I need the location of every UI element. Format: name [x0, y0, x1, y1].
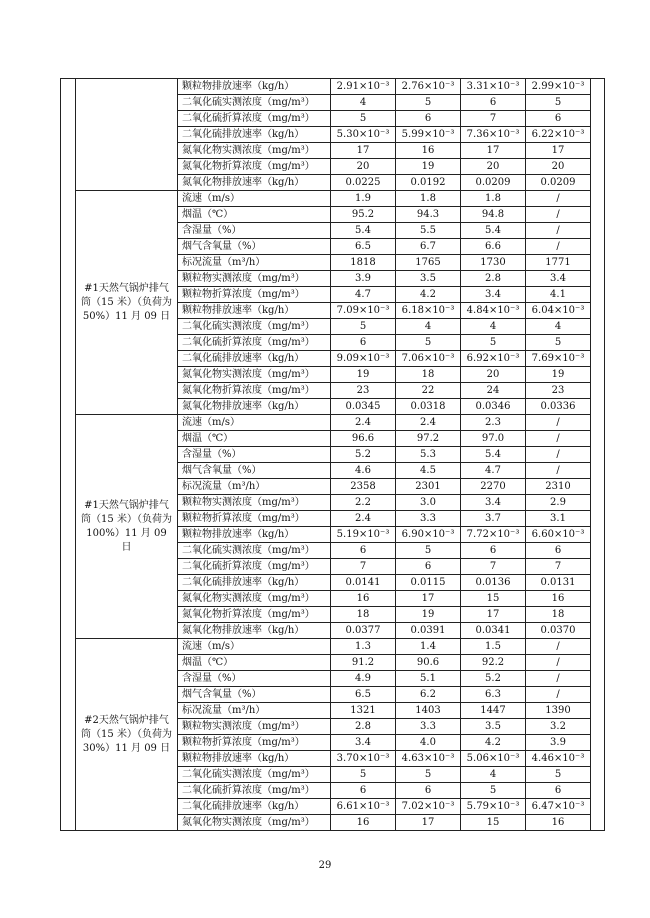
- value-cell: 0.0377: [331, 623, 396, 639]
- value-cell: 20: [461, 159, 526, 175]
- value-cell: 3.1: [526, 511, 591, 527]
- group-label-cell: #1天然气锅炉排气筒（15 米）（负荷为 100%）11 月 09 日: [76, 415, 178, 639]
- value-cell: 0.0115: [396, 575, 461, 591]
- item-cell: 颗粒物实测浓度（mg/m³）: [178, 271, 331, 287]
- value-cell: 4.2: [396, 287, 461, 303]
- value-cell: 92.2: [461, 655, 526, 671]
- value-cell: 17: [461, 607, 526, 623]
- value-cell: 4.2: [461, 735, 526, 751]
- value-cell: 6.92×10⁻³: [461, 351, 526, 367]
- value-cell: /: [526, 191, 591, 207]
- value-cell: 0.0136: [461, 575, 526, 591]
- item-cell: 含湿量（%）: [178, 223, 331, 239]
- item-cell: 流速（m/s）: [178, 415, 331, 431]
- value-cell: 17: [461, 143, 526, 159]
- value-cell: 6.7: [396, 239, 461, 255]
- table-row: [61, 191, 605, 207]
- value-cell: 1321: [331, 703, 396, 719]
- item-cell: 含湿量（%）: [178, 447, 331, 463]
- item-cell: 氮氧化物排放速率（kg/h）: [178, 399, 331, 415]
- value-cell: 3.9: [331, 271, 396, 287]
- value-cell: 97.0: [461, 431, 526, 447]
- value-cell: 3.4: [526, 271, 591, 287]
- value-cell: 5: [331, 319, 396, 335]
- value-cell: /: [526, 431, 591, 447]
- value-cell: 1.4: [396, 639, 461, 655]
- value-cell: /: [526, 239, 591, 255]
- value-cell: 6: [331, 783, 396, 799]
- item-cell: 烟温（℃）: [178, 207, 331, 223]
- value-cell: 5: [526, 335, 591, 351]
- value-cell: 0.0209: [461, 175, 526, 191]
- value-cell: 2.9: [526, 495, 591, 511]
- item-cell: 二氧化硫排放速率（kg/h）: [178, 127, 331, 143]
- value-cell: 4.63×10⁻³: [396, 751, 461, 767]
- value-cell: 1447: [461, 703, 526, 719]
- value-cell: 1390: [526, 703, 591, 719]
- item-cell: 氮氧化物实测浓度（mg/m³）: [178, 367, 331, 383]
- value-cell: 6.90×10⁻³: [396, 527, 461, 543]
- item-cell: 氮氧化物折算浓度（mg/m³）: [178, 159, 331, 175]
- item-cell: 二氧化硫实测浓度（mg/m³）: [178, 543, 331, 559]
- item-cell: 烟温（℃）: [178, 431, 331, 447]
- value-cell: 4.5: [396, 463, 461, 479]
- item-cell: 烟气含氧量（%）: [178, 239, 331, 255]
- value-cell: 5.1: [396, 671, 461, 687]
- item-cell: 颗粒物排放速率（kg/h）: [178, 527, 331, 543]
- value-cell: 5.2: [461, 671, 526, 687]
- table-body: [61, 79, 605, 831]
- value-cell: 2310: [526, 479, 591, 495]
- value-cell: 1.8: [461, 191, 526, 207]
- item-cell: 二氧化硫排放速率（kg/h）: [178, 575, 331, 591]
- item-cell: 颗粒物折算浓度（mg/m³）: [178, 287, 331, 303]
- value-cell: 97.2: [396, 431, 461, 447]
- value-cell: 5: [331, 767, 396, 783]
- value-cell: 90.6: [396, 655, 461, 671]
- value-cell: 2.99×10⁻³: [526, 79, 591, 95]
- value-cell: 2.91×10⁻³: [331, 79, 396, 95]
- value-cell: 2301: [396, 479, 461, 495]
- item-cell: 颗粒物排放速率（kg/h）: [178, 303, 331, 319]
- value-cell: 2.4: [331, 511, 396, 527]
- value-cell: /: [526, 447, 591, 463]
- value-cell: 5.3: [396, 447, 461, 463]
- value-cell: 19: [331, 367, 396, 383]
- item-cell: 氮氧化物折算浓度（mg/m³）: [178, 383, 331, 399]
- item-cell: 二氧化硫折算浓度（mg/m³）: [178, 335, 331, 351]
- value-cell: 3.5: [396, 271, 461, 287]
- value-cell: 5: [396, 335, 461, 351]
- value-cell: 16: [526, 591, 591, 607]
- value-cell: 6: [331, 335, 396, 351]
- value-cell: 6.5: [331, 687, 396, 703]
- item-cell: 颗粒物排放速率（kg/h）: [178, 751, 331, 767]
- item-cell: 含湿量（%）: [178, 671, 331, 687]
- value-cell: 0.0209: [526, 175, 591, 191]
- value-cell: 4.84×10⁻³: [461, 303, 526, 319]
- item-cell: 烟温（℃）: [178, 655, 331, 671]
- value-cell: 0.0318: [396, 399, 461, 415]
- value-cell: /: [526, 639, 591, 655]
- value-cell: 94.8: [461, 207, 526, 223]
- item-cell: 颗粒物折算浓度（mg/m³）: [178, 511, 331, 527]
- item-cell: 烟气含氧量（%）: [178, 687, 331, 703]
- value-cell: 1730: [461, 255, 526, 271]
- value-cell: 5.30×10⁻³: [331, 127, 396, 143]
- value-cell: 4.9: [331, 671, 396, 687]
- value-cell: 16: [331, 815, 396, 831]
- value-cell: 3.3: [396, 511, 461, 527]
- item-cell: 氮氧化物排放速率（kg/h）: [178, 175, 331, 191]
- value-cell: 0.0192: [396, 175, 461, 191]
- item-cell: 二氧化硫实测浓度（mg/m³）: [178, 95, 331, 111]
- value-cell: 91.2: [331, 655, 396, 671]
- value-cell: 5.06×10⁻³: [461, 751, 526, 767]
- value-cell: 19: [396, 607, 461, 623]
- value-cell: 19: [526, 367, 591, 383]
- emission-monitoring-table: [60, 78, 605, 831]
- left-margin-column: [61, 79, 76, 831]
- value-cell: 23: [331, 383, 396, 399]
- group-label-cell: [76, 79, 178, 191]
- value-cell: 5.4: [461, 223, 526, 239]
- value-cell: 9.09×10⁻³: [331, 351, 396, 367]
- value-cell: 3.4: [461, 287, 526, 303]
- value-cell: 4: [461, 319, 526, 335]
- item-cell: 烟气含氧量（%）: [178, 463, 331, 479]
- value-cell: 16: [526, 815, 591, 831]
- value-cell: /: [526, 463, 591, 479]
- value-cell: 5.19×10⁻³: [331, 527, 396, 543]
- value-cell: 20: [526, 159, 591, 175]
- value-cell: 7: [461, 559, 526, 575]
- value-cell: 0.0346: [461, 399, 526, 415]
- value-cell: 5: [461, 783, 526, 799]
- value-cell: 2.8: [331, 719, 396, 735]
- value-cell: 2.3: [461, 415, 526, 431]
- value-cell: 1.3: [331, 639, 396, 655]
- value-cell: 0.0370: [526, 623, 591, 639]
- item-cell: 二氧化硫折算浓度（mg/m³）: [178, 559, 331, 575]
- value-cell: /: [526, 687, 591, 703]
- value-cell: 6.18×10⁻³: [396, 303, 461, 319]
- value-cell: 15: [461, 591, 526, 607]
- value-cell: 19: [396, 159, 461, 175]
- value-cell: 3.4: [331, 735, 396, 751]
- value-cell: /: [526, 655, 591, 671]
- value-cell: 95.2: [331, 207, 396, 223]
- value-cell: 17: [331, 143, 396, 159]
- value-cell: 2.4: [396, 415, 461, 431]
- value-cell: 7.02×10⁻³: [396, 799, 461, 815]
- value-cell: 17: [396, 815, 461, 831]
- value-cell: 5: [396, 95, 461, 111]
- value-cell: 96.6: [331, 431, 396, 447]
- item-cell: 标况流量（m³/h）: [178, 479, 331, 495]
- value-cell: 7: [526, 559, 591, 575]
- value-cell: 1.9: [331, 191, 396, 207]
- value-cell: 4.6: [331, 463, 396, 479]
- value-cell: 20: [461, 367, 526, 383]
- value-cell: 1.5: [461, 639, 526, 655]
- value-cell: 18: [331, 607, 396, 623]
- group-label-cell: #1天然气锅炉排气筒（15 米）（负荷为50%）11 月 09 日: [76, 191, 178, 415]
- value-cell: 5.4: [331, 223, 396, 239]
- value-cell: 22: [396, 383, 461, 399]
- value-cell: 16: [396, 143, 461, 159]
- value-cell: 5: [526, 767, 591, 783]
- value-cell: 7.36×10⁻³: [461, 127, 526, 143]
- value-cell: 2.8: [461, 271, 526, 287]
- value-cell: 3.4: [461, 495, 526, 511]
- item-cell: 流速（m/s）: [178, 639, 331, 655]
- value-cell: 3.9: [526, 735, 591, 751]
- value-cell: 6.6: [461, 239, 526, 255]
- value-cell: 5.2: [331, 447, 396, 463]
- value-cell: 6.2: [396, 687, 461, 703]
- value-cell: 0.0341: [461, 623, 526, 639]
- value-cell: 3.5: [461, 719, 526, 735]
- value-cell: 3.2: [526, 719, 591, 735]
- value-cell: 6: [526, 111, 591, 127]
- value-cell: 1765: [396, 255, 461, 271]
- table-row: [61, 79, 605, 95]
- value-cell: /: [526, 223, 591, 239]
- value-cell: 2.4: [331, 415, 396, 431]
- item-cell: 二氧化硫实测浓度（mg/m³）: [178, 319, 331, 335]
- value-cell: 1403: [396, 703, 461, 719]
- value-cell: 1818: [331, 255, 396, 271]
- value-cell: 1771: [526, 255, 591, 271]
- value-cell: 4.0: [396, 735, 461, 751]
- value-cell: 2.2: [331, 495, 396, 511]
- item-cell: 二氧化硫排放速率（kg/h）: [178, 799, 331, 815]
- value-cell: 17: [396, 591, 461, 607]
- value-cell: 4: [396, 319, 461, 335]
- value-cell: 6.47×10⁻³: [526, 799, 591, 815]
- value-cell: 2358: [331, 479, 396, 495]
- item-cell: 氮氧化物实测浓度（mg/m³）: [178, 815, 331, 831]
- value-cell: 4.7: [461, 463, 526, 479]
- value-cell: 7.69×10⁻³: [526, 351, 591, 367]
- value-cell: 20: [331, 159, 396, 175]
- value-cell: 4: [461, 767, 526, 783]
- value-cell: 3.70×10⁻³: [331, 751, 396, 767]
- item-cell: 颗粒物实测浓度（mg/m³）: [178, 495, 331, 511]
- value-cell: 6.04×10⁻³: [526, 303, 591, 319]
- value-cell: 2270: [461, 479, 526, 495]
- value-cell: 4: [331, 95, 396, 111]
- value-cell: 6: [461, 95, 526, 111]
- value-cell: 1.8: [396, 191, 461, 207]
- item-cell: 氮氧化物实测浓度（mg/m³）: [178, 143, 331, 159]
- item-cell: 颗粒物折算浓度（mg/m³）: [178, 735, 331, 751]
- right-margin-column: [591, 79, 605, 831]
- value-cell: 6: [526, 543, 591, 559]
- value-cell: 18: [396, 367, 461, 383]
- value-cell: 15: [461, 815, 526, 831]
- value-cell: 5: [396, 543, 461, 559]
- value-cell: 3.31×10⁻³: [461, 79, 526, 95]
- value-cell: 5: [331, 111, 396, 127]
- value-cell: 0.0345: [331, 399, 396, 415]
- item-cell: 二氧化硫排放速率（kg/h）: [178, 351, 331, 367]
- value-cell: 18: [526, 607, 591, 623]
- value-cell: /: [526, 207, 591, 223]
- item-cell: 氮氧化物实测浓度（mg/m³）: [178, 591, 331, 607]
- value-cell: 7: [461, 111, 526, 127]
- value-cell: 6: [331, 543, 396, 559]
- value-cell: 6: [461, 543, 526, 559]
- item-cell: 氮氧化物排放速率（kg/h）: [178, 623, 331, 639]
- item-cell: 二氧化硫实测浓度（mg/m³）: [178, 767, 331, 783]
- value-cell: 6.5: [331, 239, 396, 255]
- item-cell: 标况流量（m³/h）: [178, 703, 331, 719]
- value-cell: 0.0336: [526, 399, 591, 415]
- value-cell: 17: [526, 143, 591, 159]
- value-cell: 6.60×10⁻³: [526, 527, 591, 543]
- item-cell: 氮氧化物折算浓度（mg/m³）: [178, 607, 331, 623]
- value-cell: 5.4: [461, 447, 526, 463]
- value-cell: 4.46×10⁻³: [526, 751, 591, 767]
- value-cell: 3.0: [396, 495, 461, 511]
- table-row: [61, 639, 605, 655]
- group-label-cell: #2天然气锅炉排气筒（15 米）（负荷为30%）11 月 09 日: [76, 639, 178, 831]
- value-cell: 6.22×10⁻³: [526, 127, 591, 143]
- value-cell: 4: [526, 319, 591, 335]
- value-cell: 6.3: [461, 687, 526, 703]
- value-cell: 5: [461, 335, 526, 351]
- value-cell: 0.0131: [526, 575, 591, 591]
- value-cell: 2.76×10⁻³: [396, 79, 461, 95]
- value-cell: 3.3: [396, 719, 461, 735]
- item-cell: 流速（m/s）: [178, 191, 331, 207]
- value-cell: 5.5: [396, 223, 461, 239]
- value-cell: 16: [331, 591, 396, 607]
- item-cell: 颗粒物实测浓度（mg/m³）: [178, 719, 331, 735]
- value-cell: 7.09×10⁻³: [331, 303, 396, 319]
- item-cell: 标况流量（m³/h）: [178, 255, 331, 271]
- value-cell: 0.0225: [331, 175, 396, 191]
- table-row: [61, 415, 605, 431]
- value-cell: 5.99×10⁻³: [396, 127, 461, 143]
- value-cell: 6: [526, 783, 591, 799]
- value-cell: /: [526, 415, 591, 431]
- value-cell: 5: [396, 767, 461, 783]
- item-cell: 二氧化硫折算浓度（mg/m³）: [178, 111, 331, 127]
- value-cell: 24: [461, 383, 526, 399]
- item-cell: 颗粒物排放速率（kg/h）: [178, 79, 331, 95]
- value-cell: /: [526, 671, 591, 687]
- value-cell: 5: [526, 95, 591, 111]
- value-cell: 6.61×10⁻³: [331, 799, 396, 815]
- value-cell: 4.1: [526, 287, 591, 303]
- value-cell: 7.06×10⁻³: [396, 351, 461, 367]
- value-cell: 4.7: [331, 287, 396, 303]
- value-cell: 5.79×10⁻³: [461, 799, 526, 815]
- value-cell: 6: [396, 783, 461, 799]
- page-number: 29: [318, 860, 332, 871]
- value-cell: 0.0141: [331, 575, 396, 591]
- value-cell: 3.7: [461, 511, 526, 527]
- value-cell: 7: [331, 559, 396, 575]
- item-cell: 二氧化硫折算浓度（mg/m³）: [178, 783, 331, 799]
- value-cell: 23: [526, 383, 591, 399]
- value-cell: 94.3: [396, 207, 461, 223]
- value-cell: 6: [396, 559, 461, 575]
- value-cell: 0.0391: [396, 623, 461, 639]
- value-cell: 7.72×10⁻³: [461, 527, 526, 543]
- value-cell: 6: [396, 111, 461, 127]
